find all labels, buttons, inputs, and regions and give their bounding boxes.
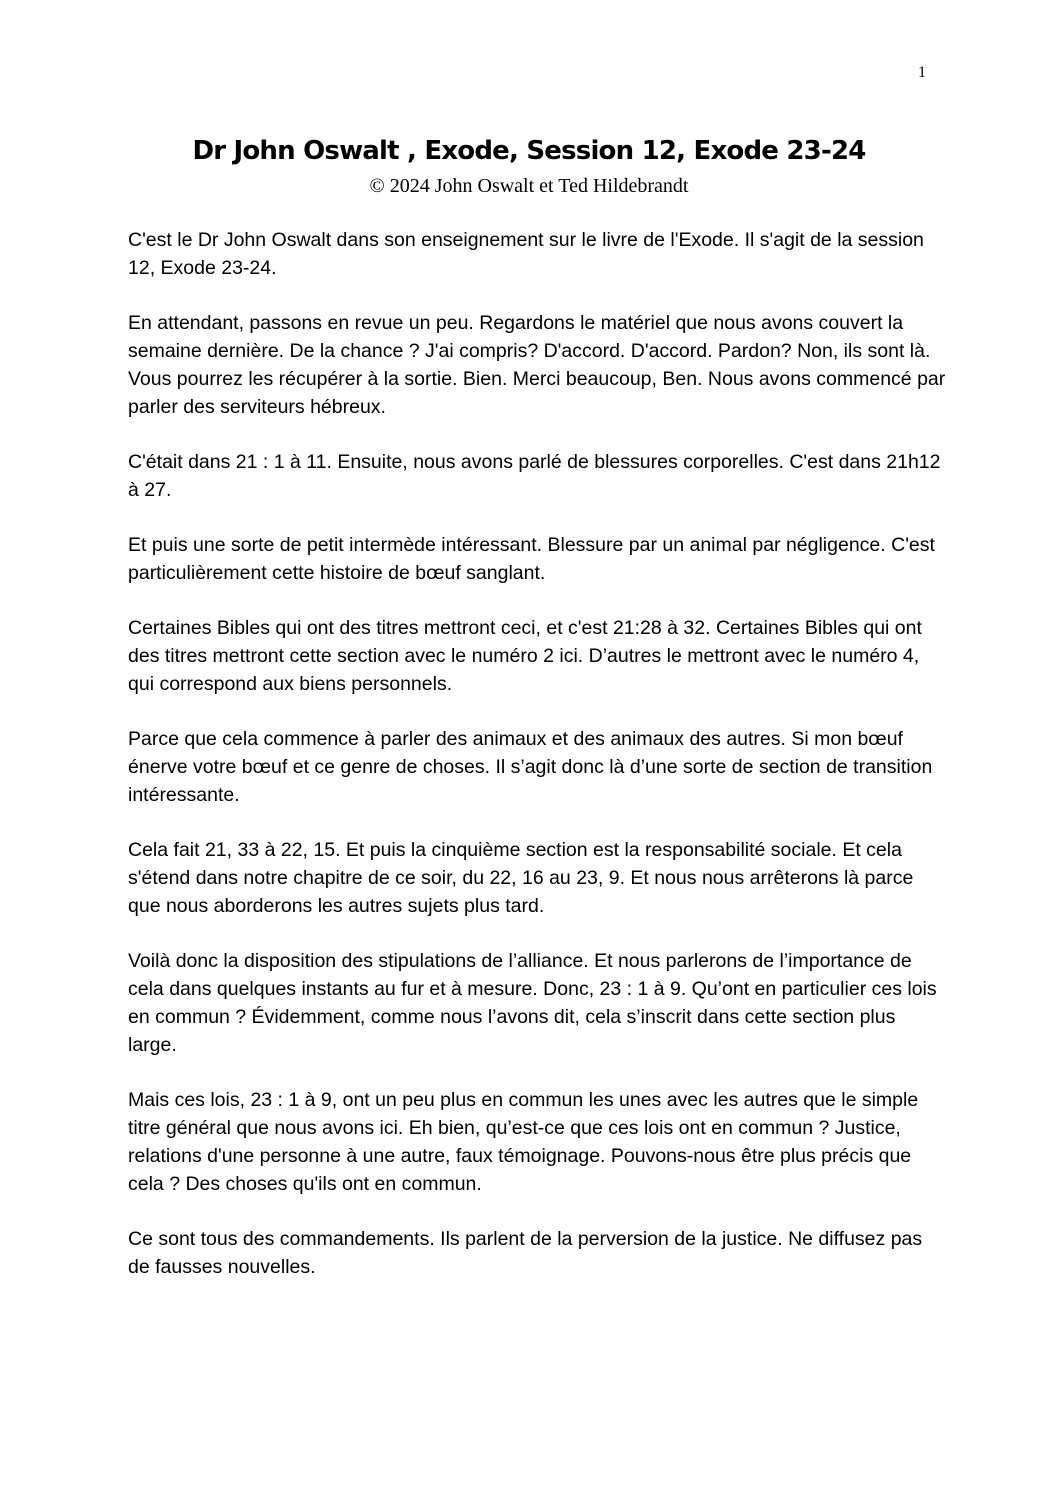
paragraph: En attendant, passons en revue un peu. Regardons le matériel que nous avons couvert la semaine dernière. De la chance ? J'ai compris? D'accord. D'accord. Pardon? Non, ils sont là. Vous pourrez les récupérer à la sortie. Bien. Merci beaucoup, Ben. Nous avons commencé par parler des serviteurs hébreux. <box>128 312 946 418</box>
paragraph: C'est le Dr John Oswalt dans son enseignement sur le livre de l'Exode. Il s'agit de la session 12, Exode 23-24. <box>128 229 924 279</box>
paragraph: Ce sont tous des commandements. Ils parlent de la perversion de la justice. Ne diffusez pas de fausses nouvelles. <box>128 1228 923 1278</box>
paragraph: C'était dans 21 : 1 à 11. Ensuite, nous avons parlé de blessures corporelles. C'est dans 21h12 à 27. <box>128 451 941 501</box>
document-title: Dr John Oswalt , Exode, Session 12, Exode 23-24 <box>192 136 866 166</box>
paragraph: Et puis une sorte de petit intermède intéressant. Blessure par un animal par négligence. C'est particulièrement cette histoire de bœuf sanglant. <box>128 534 935 584</box>
copyright-line: © 2024 John Oswalt et Ted Hildebrandt <box>369 175 689 197</box>
paragraph: Cela fait 21, 33 à 22, 15. Et puis la cinquième section est la responsabilité sociale. Et cela s'étend dans notre chapitre de ce soir, du 22, 16 au 23, 9. Et nous nous arrêterons là parce que nous aborderons les autres sujets plus tard. <box>128 839 914 917</box>
page-number: 1 <box>918 64 926 81</box>
paragraph: Certaines Bibles qui ont des titres mettront ceci, et c'est 21:28 à 32. Certaines Bibles qui ont des titres mettront cette section avec le numéro 2 ici. D’autres le mettront avec le numéro 4, qui correspond aux biens personnels. <box>128 617 922 695</box>
document-body <box>128 226 948 1308</box>
paragraph: Voilà donc la disposition des stipulations de l’alliance. Et nous parlerons de l’importance de cela dans quelques instants au fur et à mesure. Donc, 23 : 1 à 9. Qu’ont en particulier ces lois en commun ? Évidemment, comme nous l’avons dit, cela s’inscrit dans cette section plus large. <box>128 950 937 1056</box>
paragraph: Parce que cela commence à parler des animaux et des animaux des autres. Si mon bœuf énerve votre bœuf et ce genre de choses. Il s’agit donc là d’une sorte de section de transition intéressante. <box>128 728 933 806</box>
paragraph: Mais ces lois, 23 : 1 à 9, ont un peu plus en commun les unes avec les autres que le simple titre général que nous avons ici. Eh bien, qu’est-ce que ces lois ont en commun ? Justice, relations d'une personne à une autre, faux témoignage. Pouvons-nous être plus précis que cela ? Des choses qu'ils ont en commun. <box>128 1089 919 1195</box>
